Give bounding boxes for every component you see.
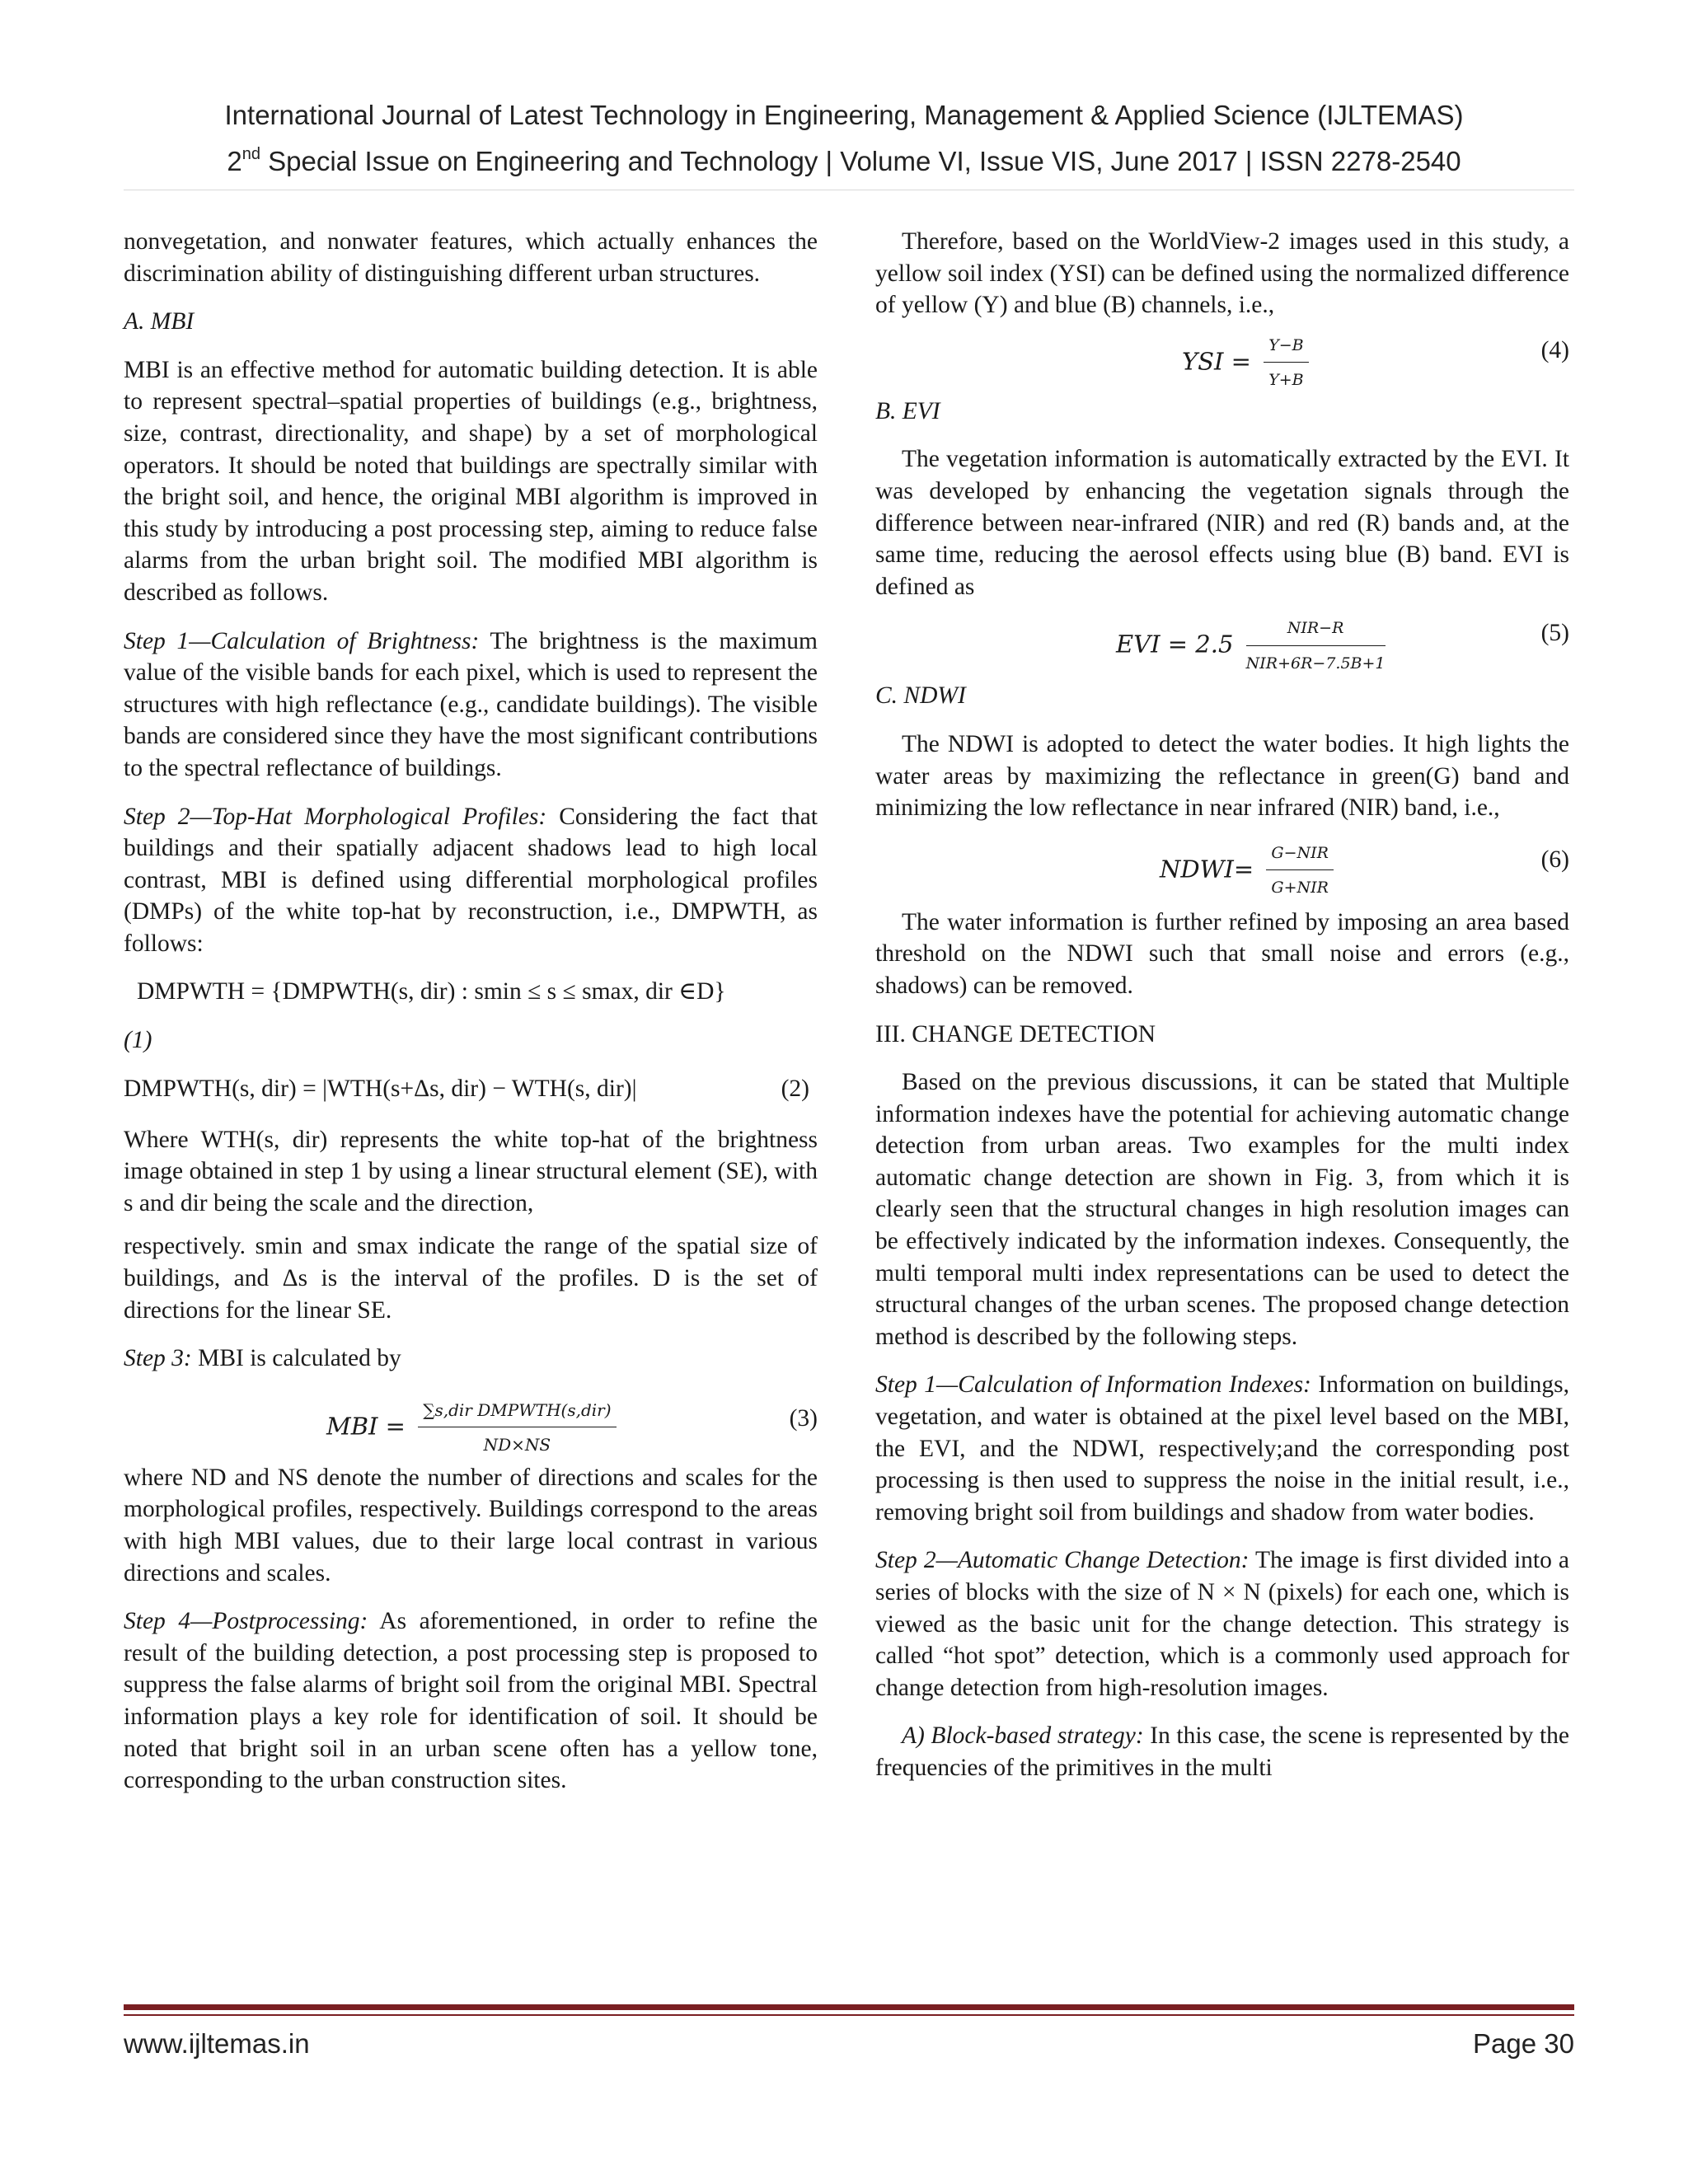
paragraph: Step 2—Automatic Change Detection: The image is first divided into a series of blocks with the size of N × N (pixels) for each one, which is viewed as the basic unit for the change detection. This strategy is called “hot spot” detection, which is a commonly used approach for change detection from high-resolution images. xyxy=(875,1547,1569,1701)
page-number: Page 30 xyxy=(1473,2028,1574,2059)
section-heading-mbi: A. MBI xyxy=(124,308,195,335)
journal-header xyxy=(0,92,1688,185)
section-heading-evi: B. EVI xyxy=(875,397,940,424)
equation-3: MBI = $\frac{\text{∑s,dir DMPWTH(s,dir)}}{ND\times NS}$ (3) xyxy=(124,1391,818,1446)
equation-6: NDWI= $\frac{\text{G−NIR}}{\text{G+NIR}}$ (6) xyxy=(875,837,1569,890)
paragraph: where ND and NS denote the number of directions and scales for the morphological profiles, respectively. Buildings correspond to the areas with high MBI values, due to their large local contrast in various directions and scales. xyxy=(124,1464,818,1586)
issue-ordinal-suffix: nd xyxy=(241,145,260,163)
step-title: Step 1—Calculation of Information Indexes: xyxy=(875,1371,1311,1399)
paragraph: Step 1—Calculation of Information Indexes: Information on buildings, vegetation, and water is obtained at the pixel level based on the MBI, the EVI, and the NDWI, respectively;and the corresponding post processing is then used to suppress the noise in the initial result, i.e., removing bright soil from buildings and shadow from water bodies. xyxy=(875,1371,1569,1526)
left-column xyxy=(124,226,818,1813)
paragraph: Step 3: MBI is calculated by xyxy=(124,1345,401,1372)
footer-rule-thin xyxy=(124,2014,1574,2016)
journal-title: International Journal of Latest Technology in Engineering, Management & Applied Science (IJLTEMAS) xyxy=(224,100,1464,130)
subsection-title: A) Block-based strategy: xyxy=(902,1722,1144,1750)
step-title: Step 4—Postprocessing: xyxy=(124,1608,368,1635)
issue-ordinal: 2 xyxy=(227,146,242,176)
step-title: Step 2—Automatic Change Detection: xyxy=(875,1547,1250,1574)
paragraph: nonvegetation, and nonwater features, which actually enhances the discrimination ability of distinguishing different urban structures. xyxy=(124,228,818,287)
paragraph: A) Block-based strategy: In this case, the scene is represented by the frequencies of the primitives in the multi xyxy=(875,1722,1570,1781)
step-title: Step 3: xyxy=(124,1345,192,1372)
paragraph: Based on the previous discussions, it can be stated that Multiple information indexes have the potential for achieving automatic change detection from urban areas. Two examples for the multi index automatic change detection are shown in Fig. 3, from which it is clearly seen that the structural changes in high resolution images can be effectively indicated by the information indexes. Consequently, the multi temporal multi index representations can be used to detect the structural changes of the urban scenes. The proposed change detection method is described by the following steps. xyxy=(875,1069,1569,1350)
section-heading-ndwi: C. NDWI xyxy=(875,682,966,710)
right-column xyxy=(875,226,1569,1801)
equation-1: DMPWTH = {DMPWTH(s, dir) : smin ≤ s ≤ smax, dir ∈D} xyxy=(137,978,726,1005)
paragraph: Where WTH(s, dir) represents the white top-hat of the brightness image obtained in step 1 by using a linear structural element (SE), with s and dir being the scale and the direction, xyxy=(124,1126,818,1216)
step-title: Step 1—Calculation of Brightness: xyxy=(124,627,480,654)
paragraph: Therefore, based on the WorldView-2 images used in this study, a yellow soil index (YSI) can be defined using the normalized difference of yellow (Y) and blue (B) channels, i.e., xyxy=(875,228,1569,319)
paragraph: respectively. smin and smax indicate the range of the spatial size of buildings, and Δs is the interval of the profiles. D is the set of directions for the linear SE. xyxy=(124,1233,818,1324)
equation-2: DMPWTH(s, dir) = |WTH(s+Δs, dir) − WTH(s, dir)| (2) xyxy=(124,1075,809,1102)
paragraph: Step 4—Postprocessing: As aforementioned, in order to refine the result of the building detection, a post processing step is proposed to suppress the false alarms of bright soil from the original MBI. Spectral information plays a key role for identification of soil. It should be noted that bright soil in an urban scene often has a yellow tone, corresponding to the urban construction sites. xyxy=(124,1608,818,1794)
paragraph: The NDWI is adopted to detect the water bodies. It high lights the water areas by maximizing the reflectance in green(G) band and minimizing the low reflectance in near infrared (NIR) band, i.e., xyxy=(875,730,1569,822)
footer-rule-thick xyxy=(124,2004,1574,2010)
issue-line xyxy=(0,138,1688,185)
step-title: Step 2—Top-Hat Morphological Profiles: xyxy=(124,803,547,830)
journal-url: www.ijltemas.in xyxy=(124,2028,310,2059)
section-heading-change-detection: III. CHANGE DETECTION xyxy=(875,1020,1156,1047)
paragraph: Step 1—Calculation of Brightness: The brightness is the maximum value of the visible bands for each pixel, which is used to represent the structures with high reflectance (e.g., candidate buildings). The visible bands are considered since they have the most significant contributions to the spectral reflectance of buildings. xyxy=(124,627,818,781)
equation-1-number: (1) xyxy=(124,1027,152,1054)
page-footer xyxy=(124,2021,1574,2067)
equation-5: EVI = 2.5 $\frac{\text{NIR−R}}{\text{NIR+6R−7.5B+1}}$ (5) xyxy=(875,612,1569,663)
paragraph: MBI is an effective method for automatic building detection. It is able to represent spectral–spatial properties of buildings (e.g., brightness, size, contrast, directionality, and shape) by a set of morphological operators. It should be noted that buildings are spectrally similar with the bright soil, and hence, the original MBI algorithm is improved in this study by introducing a post processing step, aiming to reduce false alarms from the urban bright soil. The modified MBI algorithm is described as follows. xyxy=(124,356,818,606)
paragraph: The vegetation information is automatically extracted by the EVI. It was developed by enhancing the vegetation signals through the difference between near-infrared (NIR) and red (R) bands and, at the same time, reducing the aerosol effects using blue (B) band. EVI is defined as xyxy=(875,446,1569,600)
paragraph: The water information is further refined by imposing an area based threshold on the NDWI such that small noise and errors (e.g., shadows) can be removed. xyxy=(875,908,1569,999)
paragraph: Step 2—Top-Hat Morphological Profiles: Considering the fact that buildings and their spatially adjacent shadows lead to high local contrast, MBI is defined using differential morphological profiles (DMPs) of the white top-hat by reconstruction, i.e., DMPWTH, as follows: xyxy=(124,803,818,957)
equation-4: YSI = $\frac{Y-B}{Y+B}$ (4) xyxy=(875,330,1569,379)
issue-details: Special Issue on Engineering and Technology | Volume VI, Issue VIS, June 2017 | ISSN 2278-2540 xyxy=(260,146,1461,176)
